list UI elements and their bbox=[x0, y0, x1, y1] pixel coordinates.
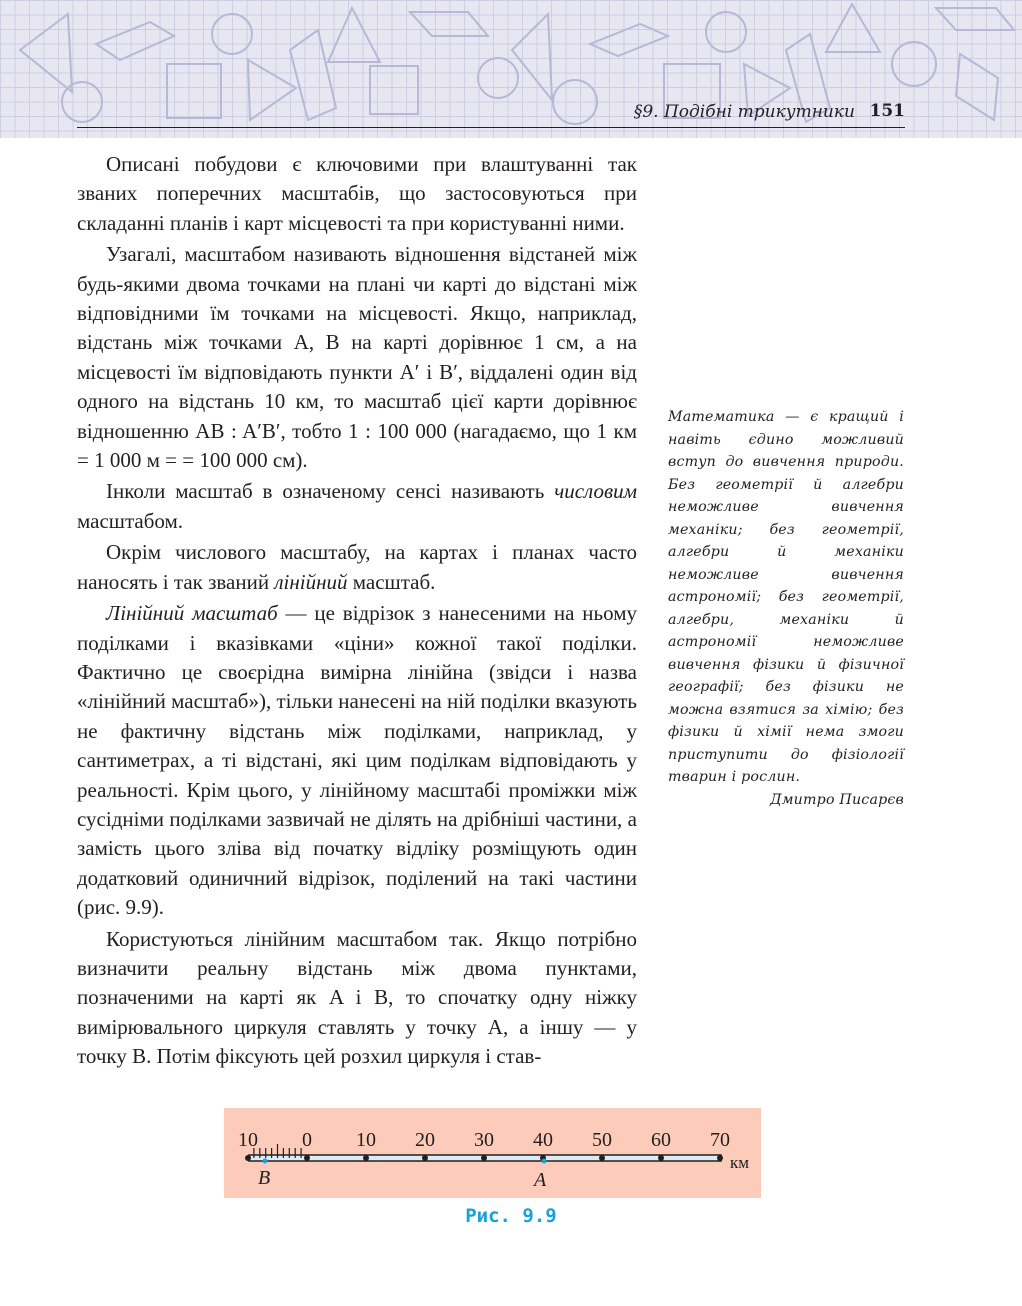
text-run: масштабом. bbox=[77, 508, 184, 533]
point-a-marker bbox=[542, 1159, 547, 1164]
header-rule bbox=[77, 127, 905, 128]
text-run: Інколи масштаб в означеному сенсі називають bbox=[106, 479, 555, 504]
paragraph: Узагалі, масштабом називають відношення відстаней між будь-якими двома точками на плані чи карті до відстані між відповідними їм точками на місцевості. Якщо, наприклад, відстань між точками A, B на карті дорівнює 1 см, а на місцевості їм відповідають пункти A′ і B′, віддалені один від одного на відстань 10 км, то масштаб цієї карти дорівнює відношенню AB : A′B′, тобто 1 : 100 000 (нагадаємо, що 1 км = 1 000 м = = 100 000 см). bbox=[77, 242, 637, 473]
major-tick-dot bbox=[481, 1155, 487, 1161]
major-tick-dot bbox=[717, 1155, 723, 1161]
unit-label: км bbox=[730, 1153, 750, 1172]
figure-caption: Рис. 9.9 bbox=[465, 1205, 557, 1227]
triangle-shape bbox=[328, 8, 380, 62]
major-tick-dot bbox=[245, 1155, 251, 1161]
emphasis: Лінійний масштаб bbox=[106, 601, 278, 626]
parallelogram-shape bbox=[410, 12, 488, 36]
circle-shape bbox=[212, 14, 252, 54]
rhombus-shape bbox=[96, 22, 174, 60]
paragraph: Описані побудови є ключовими при влаштуванні так званих поперечних масштабів, що застосовуються при складанні планів і карт місцевості та при користуванні ними. bbox=[77, 152, 637, 235]
major-tick-dot bbox=[658, 1155, 664, 1161]
emphasis: лінійний bbox=[274, 569, 348, 594]
major-tick-dot bbox=[363, 1155, 369, 1161]
rhombus-shape bbox=[590, 24, 668, 56]
text-run: — це відрізок з нанесеними на ньому поділками і вказівками «ціни» кожної такої поділки. Фактично це своєрідна вимірна лінійна (звідси і назва «лінійний масштаб»), тільки нанесені на ній поділки вказують не фактичну відстань між поділками, наприклад, у сантиметрах, а ті відстані, які цим поділкам відповідають у реальності. Крім цього, у лінійному масштабі проміжки між сусідніми поділками зазвичай не ділять на дрібніші частини, а замість цього зліва від початку відліку розміщують один додатковий одиничний відрізок, поділений на такі частини (рис. 9.9). bbox=[77, 601, 637, 920]
tick-label: 40 bbox=[533, 1129, 553, 1151]
triangle-shape bbox=[512, 14, 552, 100]
parallelogram-shape bbox=[290, 30, 336, 120]
tick-label: 50 bbox=[592, 1129, 612, 1151]
point-a-label: A bbox=[534, 1169, 547, 1191]
running-head: §9. Подібні трикутники bbox=[633, 102, 855, 122]
quote-text: Математика — є кращий і навіть єдино можливий вступ до вивчення природи. Без геометрії й алгебри неможливе вивчення механіки; без геометрії, алгебри й механіки неможливе вивчення астрономії; без геометрії, алгебри, механіки й астрономії неможливе вивчення фізики й фізичної географії; без фізики не можна взятися за хімію; без фізики й хімії нема змоги приступити до фізіології тварин і рослин. bbox=[668, 409, 904, 785]
tick-label: 30 bbox=[474, 1129, 494, 1151]
rhombus-shape bbox=[956, 54, 998, 120]
circle-shape bbox=[706, 12, 746, 52]
sidebar-quote bbox=[668, 406, 904, 811]
main-text bbox=[77, 150, 637, 1072]
tick-label: 10 bbox=[238, 1129, 258, 1151]
paragraph: Користуються лінійним масштабом так. Якщо потрібно визначити реальну відстань між двома пунктами, позначеними на карті як A і B, то спочатку одну ніжку вимірювального циркуля ставлять у точку A, а іншу — у точку B. Потім фіксують цей розхил циркуля і став- bbox=[77, 926, 637, 1069]
circle-shape bbox=[892, 42, 936, 86]
major-tick-dot bbox=[422, 1155, 428, 1161]
triangle-shape bbox=[248, 60, 296, 120]
tick-labels bbox=[238, 1129, 730, 1151]
tick-label: 20 bbox=[415, 1129, 435, 1151]
major-tick-dot bbox=[599, 1155, 605, 1161]
square-shape bbox=[370, 66, 418, 114]
text-run: Окрім числового масштабу, на картах і планах часто наносять і так званий bbox=[77, 540, 637, 594]
tick-label: 60 bbox=[651, 1129, 671, 1151]
point-b-label: B bbox=[258, 1167, 271, 1189]
major-tick-dot bbox=[304, 1155, 310, 1161]
emphasis: числовим bbox=[554, 479, 637, 504]
circle-shape bbox=[478, 58, 518, 98]
text-run: масштаб. bbox=[347, 569, 436, 594]
quote-author: Дмитро Писарєв bbox=[769, 791, 904, 808]
triangle-shape bbox=[826, 4, 880, 52]
page-number: 151 bbox=[869, 101, 905, 121]
parallelogram-shape bbox=[936, 8, 1014, 30]
page-header bbox=[0, 0, 1022, 138]
circle-shape bbox=[553, 80, 597, 124]
circle-shape bbox=[62, 82, 102, 122]
point-b-marker bbox=[263, 1159, 268, 1164]
tick-label: 0 bbox=[302, 1129, 312, 1151]
paragraph bbox=[77, 538, 637, 597]
linear-scale-diagram bbox=[224, 1108, 761, 1198]
paragraph bbox=[77, 599, 637, 922]
triangle-shape bbox=[20, 14, 72, 92]
linear-scale-figure bbox=[224, 1108, 761, 1198]
paragraph bbox=[77, 477, 637, 536]
square-shape bbox=[167, 64, 221, 118]
tick-label: 10 bbox=[356, 1129, 376, 1151]
tick-label: 70 bbox=[710, 1129, 730, 1151]
